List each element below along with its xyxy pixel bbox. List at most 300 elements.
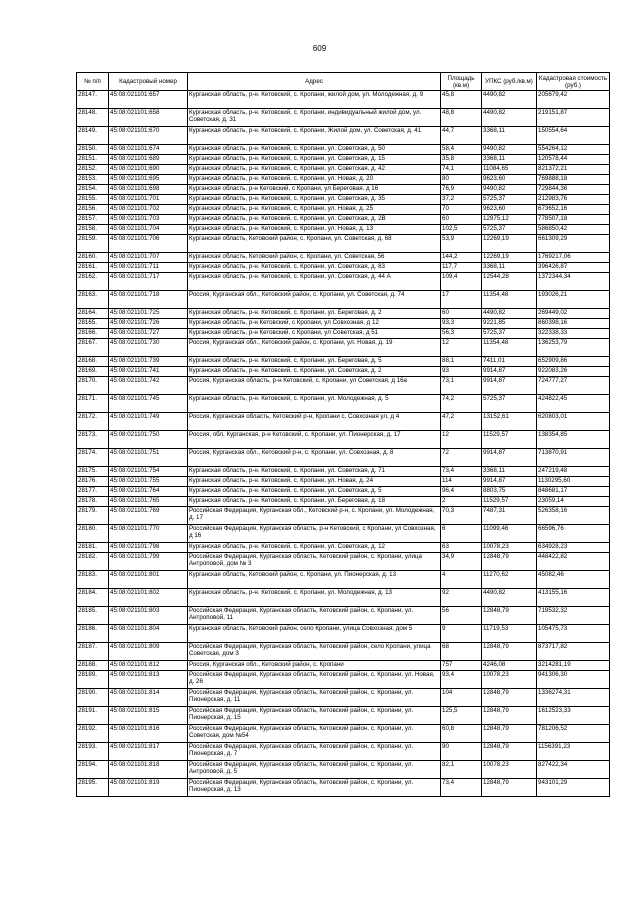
- row-number-cell: 28174.: [77, 449, 109, 467]
- area-cell: 35,8: [441, 155, 482, 165]
- table-row: [77, 413, 610, 431]
- upks-cell: 12848,79: [482, 743, 537, 761]
- row-number-cell: 28168.: [77, 357, 109, 367]
- cadastral-value-cell: 424822,45: [537, 395, 610, 413]
- cadastral-value-cell: 719532,32: [537, 607, 610, 625]
- upks-cell: 9623,60: [482, 205, 537, 215]
- area-cell: 82,1: [441, 761, 482, 779]
- area-cell: 72: [441, 449, 482, 467]
- row-number-cell: 28176.: [77, 477, 109, 487]
- row-number-cell: 28180.: [77, 525, 109, 543]
- table-row: [77, 367, 610, 377]
- upks-cell: 9914,87: [482, 367, 537, 377]
- cadastral-number-cell: 45:08:021101:798: [109, 543, 188, 553]
- address-cell: Курганская область, Кетовский район, с. Кропани, ул. Советская, 56: [188, 253, 441, 263]
- row-number-cell: 28157.: [77, 215, 109, 225]
- area-cell: 34,9: [441, 553, 482, 571]
- cadastral-value-cell: 526358,16: [537, 507, 610, 525]
- address-cell: Курганская область, р-н. Кетовский, с. Кропани, ул. Советская, д. 35: [188, 195, 441, 205]
- address-cell: Курганская область, Кетовский район, с. Кропани, ул. Советская, д. 68: [188, 235, 441, 253]
- table-row: [77, 671, 610, 689]
- table-row: [77, 571, 610, 589]
- row-number-cell: 28175.: [77, 467, 109, 477]
- cadastral-number-cell: 45:08:021101:704: [109, 225, 188, 235]
- cadastral-value-table: [76, 72, 610, 797]
- table-row: [77, 253, 610, 263]
- cadastral-value-cell: 1130295,60: [537, 477, 610, 487]
- row-number-cell: 28182.: [77, 553, 109, 571]
- upks-cell: 4490,82: [482, 589, 537, 607]
- table-row: [77, 185, 610, 195]
- upks-cell: 12848,79: [482, 707, 537, 725]
- upks-cell: 12269,19: [482, 253, 537, 263]
- upks-cell: 3368,11: [482, 127, 537, 145]
- upks-cell: 5725,37: [482, 225, 537, 235]
- row-number-cell: 28153.: [77, 175, 109, 185]
- cadastral-value-cell: 23059,14: [537, 497, 610, 507]
- cadastral-value-cell: 193026,21: [537, 291, 610, 309]
- table-row: [77, 395, 610, 413]
- address-cell: Курганская область, р-н. Кетовский, с. Кропани, Жилой дом, ул. Советская, д. 41: [188, 127, 441, 145]
- area-cell: 96,4: [441, 487, 482, 497]
- address-cell: Российская Федерация, Курганская область, Кетовский район, с. Кропани, ул. Новая, д. 26: [188, 671, 441, 689]
- table-row: [77, 319, 610, 329]
- cadastral-number-cell: 45:08:021101:802: [109, 589, 188, 607]
- upks-cell: 10078,23: [482, 671, 537, 689]
- cadastral-value-cell: 247219,48: [537, 467, 610, 477]
- upks-cell: 11529,57: [482, 431, 537, 449]
- area-cell: 102,5: [441, 225, 482, 235]
- area-cell: 70: [441, 205, 482, 215]
- address-cell: Курганская область, р-н. Кетовский, с. Кропани, ул. Советская, д. 50: [188, 145, 441, 155]
- cadastral-number-cell: 45:08:021101:803: [109, 607, 188, 625]
- table-row: [77, 195, 610, 205]
- cadastral-number-cell: 45:08:021101:702: [109, 205, 188, 215]
- upks-cell: 11270,62: [482, 571, 537, 589]
- row-number-cell: 28164.: [77, 309, 109, 319]
- table-row: [77, 175, 610, 185]
- upks-cell: 9914,87: [482, 477, 537, 487]
- row-number-cell: 28170.: [77, 377, 109, 395]
- cadastral-number-cell: 45:08:021101:817: [109, 743, 188, 761]
- address-cell: Россия, Курганская область, р-н Кетовский, с. Кропани, ул Советская, д 16а: [188, 377, 441, 395]
- address-cell: Курганская область, р-н. Кетовский, с. Кропани, ул. Молодежная, д. 13: [188, 589, 441, 607]
- cadastral-number-cell: 45:08:021101:749: [109, 413, 188, 431]
- area-cell: 17: [441, 291, 482, 309]
- cadastral-value-cell: 138354,85: [537, 431, 610, 449]
- address-cell: Курганская область, р-н. Кетовский, с. Кропани, ул. Советская, д. 42: [188, 165, 441, 175]
- table-row: [77, 431, 610, 449]
- address-cell: Российская Федерация, Курганская обл., Кетовский р-н, с. Кропани, ул. Молодежная, д. 17: [188, 507, 441, 525]
- cadastral-value-cell: 873717,82: [537, 643, 610, 661]
- upks-cell: 13152,61: [482, 413, 537, 431]
- row-number-cell: 28149.: [77, 127, 109, 145]
- upks-cell: 11084,65: [482, 165, 537, 175]
- row-number-cell: 28160.: [77, 253, 109, 263]
- address-cell: Курганская область, Кетовский район, с. Кропани, ул. Пионерская, д. 13: [188, 571, 441, 589]
- upks-cell: 12848,79: [482, 689, 537, 707]
- area-cell: 104: [441, 689, 482, 707]
- address-cell: Курганская область, Кетовский район, село Кропани, улица Совхозная, дом 5: [188, 625, 441, 643]
- row-number-cell: 28148.: [77, 109, 109, 127]
- table-row: [77, 225, 610, 235]
- cadastral-number-cell: 45:08:021101:755: [109, 477, 188, 487]
- cadastral-number-cell: 45:08:021101:741: [109, 367, 188, 377]
- cadastral-number-cell: 45:08:021101:698: [109, 185, 188, 195]
- cadastral-value-cell: 778507,18: [537, 215, 610, 225]
- cadastral-number-cell: 45:08:021101:801: [109, 571, 188, 589]
- row-number-cell: 28186.: [77, 625, 109, 643]
- area-cell: 73,1: [441, 377, 482, 395]
- address-cell: Российская Федерация, Курганская область, Кетовский район, с. Кропани, ул. Пионерская, д. 7: [188, 743, 441, 761]
- cadastral-number-cell: 45:08:021101:658: [109, 109, 188, 127]
- cadastral-number-cell: 45:08:021101:727: [109, 329, 188, 339]
- row-number-cell: 28147.: [77, 91, 109, 109]
- table-row: [77, 607, 610, 625]
- row-number-cell: 28173.: [77, 431, 109, 449]
- upks-cell: 12848,79: [482, 553, 537, 571]
- header-upks: УПКС (руб./кв.м): [482, 73, 537, 91]
- cadastral-value-cell: 827422,34: [537, 761, 610, 779]
- area-cell: 109,4: [441, 273, 482, 291]
- upks-cell: 4490,82: [482, 91, 537, 109]
- cadastral-number-cell: 45:08:021101:812: [109, 661, 188, 671]
- header-cadastral-number: Кадастровый номер: [109, 73, 188, 91]
- cadastral-value-cell: 205679,42: [537, 91, 610, 109]
- address-cell: Россия, Курганская область, Кетовский р-н, Кропани с, Совхозная ул, д 4: [188, 413, 441, 431]
- table-row: [77, 625, 610, 643]
- area-cell: 48,8: [441, 109, 482, 127]
- address-cell: Курганская область, р-н. Кетовский, с. Кропани, ул. Новая, д. 24: [188, 477, 441, 487]
- table-row: [77, 743, 610, 761]
- row-number-cell: 28185.: [77, 607, 109, 625]
- table-row: [77, 553, 610, 571]
- row-number-cell: 28162.: [77, 273, 109, 291]
- table-row: [77, 497, 610, 507]
- address-cell: Курганская область, р-н. Кетовский, с. Кропани, ул. Береговая, д. 5: [188, 357, 441, 367]
- address-cell: Курганская область, р-н. Кетовский, с. Кропани, жилой дом, ул. Молодежная, д. 9: [188, 91, 441, 109]
- table-row: [77, 725, 610, 743]
- row-number-cell: 28193.: [77, 743, 109, 761]
- table-row: [77, 215, 610, 225]
- cadastral-value-cell: 322338,33: [537, 329, 610, 339]
- area-cell: 53,9: [441, 235, 482, 253]
- area-cell: 2: [441, 497, 482, 507]
- area-cell: 73,4: [441, 779, 482, 797]
- cadastral-value-cell: 586850,42: [537, 225, 610, 235]
- cadastral-number-cell: 45:08:021101:739: [109, 357, 188, 367]
- area-cell: 74,2: [441, 395, 482, 413]
- cadastral-number-cell: 45:08:021101:809: [109, 643, 188, 661]
- address-cell: Курганская область, р-н. Кетовский, с. Кропани, ул. Новая, д. 13: [188, 225, 441, 235]
- table-row: [77, 525, 610, 543]
- cadastral-value-cell: 943101,29: [537, 779, 610, 797]
- upks-cell: 12975,12: [482, 215, 537, 225]
- upks-cell: 3368,11: [482, 155, 537, 165]
- row-number-cell: 28191.: [77, 707, 109, 725]
- table-row: [77, 91, 610, 109]
- cadastral-value-cell: 120578,44: [537, 155, 610, 165]
- address-cell: Российская Федерация, Курганская область, Кетовский район, с. Кропани, ул. Антроповой, д. 5: [188, 761, 441, 779]
- upks-cell: 7411,01: [482, 357, 537, 367]
- address-cell: Российская Федерация, Курганская область, Кетовский район, с. Кропани, ул. Советская, дом №54: [188, 725, 441, 743]
- table-row: [77, 127, 610, 145]
- cadastral-value-cell: 45082,46: [537, 571, 610, 589]
- cadastral-number-cell: 45:08:021101:670: [109, 127, 188, 145]
- address-cell: Курганская область, р-н. Кетовский, с. Кропани, ул. Береговая, д. 2: [188, 309, 441, 319]
- cadastral-number-cell: 45:08:021101:750: [109, 431, 188, 449]
- upks-cell: 4246,08: [482, 661, 537, 671]
- address-cell: Курганская область, р-н Кетовский, с Кропани, ул Советская, д 51: [188, 329, 441, 339]
- address-cell: Курганская область, р-н Кетовский, с Кропани, ул Береговая, д 16: [188, 185, 441, 195]
- area-cell: 93,4: [441, 671, 482, 689]
- upks-cell: 11099,46: [482, 525, 537, 543]
- table-row: [77, 291, 610, 309]
- area-cell: 73,4: [441, 467, 482, 477]
- cadastral-number-cell: 45:08:021101:745: [109, 395, 188, 413]
- upks-cell: 11529,57: [482, 497, 537, 507]
- table-row: [77, 449, 610, 467]
- cadastral-number-cell: 45:08:021101:815: [109, 707, 188, 725]
- cadastral-number-cell: 45:08:021101:690: [109, 165, 188, 175]
- row-number-cell: 28155.: [77, 195, 109, 205]
- row-number-cell: 28158.: [77, 225, 109, 235]
- cadastral-number-cell: 45:08:021101:799: [109, 553, 188, 571]
- table-row: [77, 689, 610, 707]
- upks-cell: 9914,87: [482, 449, 537, 467]
- area-cell: 12: [441, 339, 482, 357]
- cadastral-value-cell: 3214281,19: [537, 661, 610, 671]
- upks-cell: 5725,37: [482, 329, 537, 339]
- cadastral-value-cell: 634928,23: [537, 543, 610, 553]
- row-number-cell: 28159.: [77, 235, 109, 253]
- table-row: [77, 109, 610, 127]
- address-cell: Курганская область, р-н. Кетовский, с. Кропани, ул. Советская, д. 12: [188, 543, 441, 553]
- cadastral-value-cell: 105475,73: [537, 625, 610, 643]
- row-number-cell: 28161.: [77, 263, 109, 273]
- cadastral-number-cell: 45:08:021101:754: [109, 467, 188, 477]
- upks-cell: 12544,28: [482, 273, 537, 291]
- cadastral-value-cell: 554264,12: [537, 145, 610, 155]
- upks-cell: 9490,82: [482, 145, 537, 155]
- cadastral-number-cell: 45:08:021101:703: [109, 215, 188, 225]
- cadastral-value-cell: 781206,52: [537, 725, 610, 743]
- table-row: [77, 779, 610, 797]
- cadastral-value-cell: 848681,17: [537, 487, 610, 497]
- row-number-cell: 28150.: [77, 145, 109, 155]
- table-row: [77, 477, 610, 487]
- row-number-cell: 28165.: [77, 319, 109, 329]
- address-cell: Курганская область, р-н. Кетовский, с. Кропани, ул. Советская, д. 2В: [188, 215, 441, 225]
- cadastral-number-cell: 45:08:021101:689: [109, 155, 188, 165]
- upks-cell: 4490,82: [482, 109, 537, 127]
- table-row: [77, 263, 610, 273]
- table-row: [77, 235, 610, 253]
- address-cell: Курганская область, р-н. Кетовский, с. Кропани, ул. Новая, д. 25: [188, 205, 441, 215]
- cadastral-value-cell: 1769217,06: [537, 253, 610, 263]
- cadastral-number-cell: 45:08:021101:711: [109, 263, 188, 273]
- cadastral-value-cell: 1612523,33: [537, 707, 610, 725]
- area-cell: 144,2: [441, 253, 482, 263]
- upks-cell: 9221,85: [482, 319, 537, 329]
- address-cell: Российская Федерация, Курганская область, Кетовский район, с. Кропани, ул. Антроповой, 11: [188, 607, 441, 625]
- cadastral-value-cell: 396426,87: [537, 263, 610, 273]
- upks-cell: 4490,82: [482, 309, 537, 319]
- upks-cell: 10078,23: [482, 543, 537, 553]
- address-cell: Российская Федерация, Курганская область, р-н Кетовский, с Кропани, ул Совхозная, д 16: [188, 525, 441, 543]
- address-cell: Российская Федерация, Курганская область, Кетовский район, с. Кропани, ул. Пионерская, д. 11: [188, 689, 441, 707]
- upks-cell: 3368,11: [482, 467, 537, 477]
- table-row: [77, 309, 610, 319]
- cadastral-value-cell: 860398,16: [537, 319, 610, 329]
- area-cell: 68: [441, 643, 482, 661]
- address-cell: Курганская область, р-н. Кетовский, с. Кропани, ул. Советская, д. 15: [188, 155, 441, 165]
- cadastral-value-cell: 269449,02: [537, 309, 610, 319]
- cadastral-number-cell: 45:08:021101:813: [109, 671, 188, 689]
- cadastral-value-cell: 66596,76: [537, 525, 610, 543]
- row-number-cell: 28167.: [77, 339, 109, 357]
- row-number-cell: 28151.: [77, 155, 109, 165]
- table-row: [77, 329, 610, 339]
- address-cell: Курганская область, р-н. Кетовский, с. Кропани, ул. Советская, д. 2: [188, 367, 441, 377]
- cadastral-value-cell: 1336274,31: [537, 689, 610, 707]
- area-cell: 117,7: [441, 263, 482, 273]
- upks-cell: 10078,23: [482, 761, 537, 779]
- header-area: Площадь (кв.м): [441, 73, 482, 91]
- cadastral-number-cell: 45:08:021101:769: [109, 507, 188, 525]
- cadastral-value-cell: 941306,30: [537, 671, 610, 689]
- row-number-cell: 28154.: [77, 185, 109, 195]
- upks-cell: 3368,11: [482, 263, 537, 273]
- upks-cell: 8803,75: [482, 487, 537, 497]
- area-cell: 56: [441, 607, 482, 625]
- area-cell: 93: [441, 367, 482, 377]
- header-num: № п/п: [77, 73, 109, 91]
- row-number-cell: 28172.: [77, 413, 109, 431]
- cadastral-number-cell: 45:08:021101:814: [109, 689, 188, 707]
- table-row: [77, 661, 610, 671]
- upks-cell: 12848,79: [482, 607, 537, 625]
- cadastral-number-cell: 45:08:021101:725: [109, 309, 188, 319]
- table-row: [77, 357, 610, 367]
- upks-cell: 11719,53: [482, 625, 537, 643]
- cadastral-value-cell: 729844,36: [537, 185, 610, 195]
- cadastral-value-cell: 150554,64: [537, 127, 610, 145]
- cadastral-value-cell: 212983,76: [537, 195, 610, 205]
- upks-cell: 12848,79: [482, 779, 537, 797]
- row-number-cell: 28184.: [77, 589, 109, 607]
- address-cell: Российская Федерация, Курганская область, Кетовский район, село Кропани, улица Советская, дом 3: [188, 643, 441, 661]
- address-cell: Российская Федерация, Курганская область, Кетовский район, с. Кропани, ул. Пионерская, д. 15: [188, 707, 441, 725]
- table-row: [77, 707, 610, 725]
- row-number-cell: 28166.: [77, 329, 109, 339]
- table-row: [77, 643, 610, 661]
- header-address: Адрес: [188, 73, 441, 91]
- row-number-cell: 28178.: [77, 497, 109, 507]
- table-row: [77, 467, 610, 477]
- upks-cell: 12269,19: [482, 235, 537, 253]
- row-number-cell: 28192.: [77, 725, 109, 743]
- area-cell: 47,2: [441, 413, 482, 431]
- address-cell: Российская Федерация, Курганская область, Кетовский район, с. Кропани, ул. Пионерская, д. 13: [188, 779, 441, 797]
- area-cell: 60,8: [441, 725, 482, 743]
- area-cell: 60: [441, 215, 482, 225]
- cadastral-number-cell: 45:08:021101:674: [109, 145, 188, 155]
- area-cell: 90: [441, 743, 482, 761]
- row-number-cell: 28181.: [77, 543, 109, 553]
- area-cell: 12: [441, 431, 482, 449]
- cadastral-number-cell: 45:08:021101:717: [109, 273, 188, 291]
- table-row: [77, 273, 610, 291]
- table-row: [77, 377, 610, 395]
- area-cell: 58,4: [441, 145, 482, 155]
- cadastral-value-cell: 769888,18: [537, 175, 610, 185]
- table-row: [77, 165, 610, 175]
- cadastral-value-cell: 1156391,23: [537, 743, 610, 761]
- area-cell: 4: [441, 571, 482, 589]
- area-cell: 63: [441, 543, 482, 553]
- upks-cell: 9490,82: [482, 185, 537, 195]
- cadastral-number-cell: 45:08:021101:742: [109, 377, 188, 395]
- area-cell: 37,2: [441, 195, 482, 205]
- address-cell: Курганская область, р-н Кетовский, с Кропани, ул Совхозная, д 12: [188, 319, 441, 329]
- row-number-cell: 28169.: [77, 367, 109, 377]
- cadastral-value-cell: 724777,27: [537, 377, 610, 395]
- row-number-cell: 28188.: [77, 661, 109, 671]
- cadastral-value-cell: 713870,91: [537, 449, 610, 467]
- cadastral-number-cell: 45:08:021101:730: [109, 339, 188, 357]
- address-cell: Россия, Курганская обл., Кетовский район, с. Кропани: [188, 661, 441, 671]
- address-cell: Россия, Курганская обл., Кетовский район, с. Кропани, ул. Советская, д. 74: [188, 291, 441, 309]
- cadastral-number-cell: 45:08:021101:706: [109, 235, 188, 253]
- area-cell: 74,1: [441, 165, 482, 175]
- cadastral-value-cell: 661309,29: [537, 235, 610, 253]
- cadastral-value-cell: 620803,01: [537, 413, 610, 431]
- upks-cell: 7487,31: [482, 507, 537, 525]
- table-row: [77, 589, 610, 607]
- area-cell: 70,3: [441, 507, 482, 525]
- area-cell: 60: [441, 309, 482, 319]
- address-cell: Россия, Курганская обл., Кетовский район, с. Кропани, ул. Новая, д. 19: [188, 339, 441, 357]
- row-number-cell: 28152.: [77, 165, 109, 175]
- cadastral-number-cell: 45:08:021101:804: [109, 625, 188, 643]
- cadastral-value-cell: 673652,16: [537, 205, 610, 215]
- cadastral-number-cell: 45:08:021101:818: [109, 761, 188, 779]
- address-cell: Российская Федерация, Курганская область, Кетовский район, с. Кропани, улица Антроповой, дом № 3: [188, 553, 441, 571]
- table-row: [77, 339, 610, 357]
- cadastral-value-cell: 413155,16: [537, 589, 610, 607]
- table-row: [77, 145, 610, 155]
- cadastral-number-cell: 45:08:021101:764: [109, 487, 188, 497]
- row-number-cell: 28163.: [77, 291, 109, 309]
- table-row: [77, 487, 610, 497]
- area-cell: 56,3: [441, 329, 482, 339]
- upks-cell: 9623,60: [482, 175, 537, 185]
- area-cell: 6: [441, 525, 482, 543]
- upks-cell: 11354,48: [482, 339, 537, 357]
- cadastral-value-cell: 1372344,34: [537, 273, 610, 291]
- table-header-row: [77, 73, 610, 91]
- cadastral-value-cell: 448422,82: [537, 553, 610, 571]
- table-row: [77, 507, 610, 525]
- cadastral-number-cell: 45:08:021101:718: [109, 291, 188, 309]
- cadastral-value-cell: 922083,26: [537, 367, 610, 377]
- table-row: [77, 761, 610, 779]
- address-cell: Курганская область, р-н. Кетовский, с. Кропани, ул. Новая, д. 20: [188, 175, 441, 185]
- cadastral-value-cell: 219151,87: [537, 109, 610, 127]
- address-cell: Курганская область, р-н. Кетовский, с. Кропани, ул. Советская, д. 44 А: [188, 273, 441, 291]
- cadastral-number-cell: 45:08:021101:819: [109, 779, 188, 797]
